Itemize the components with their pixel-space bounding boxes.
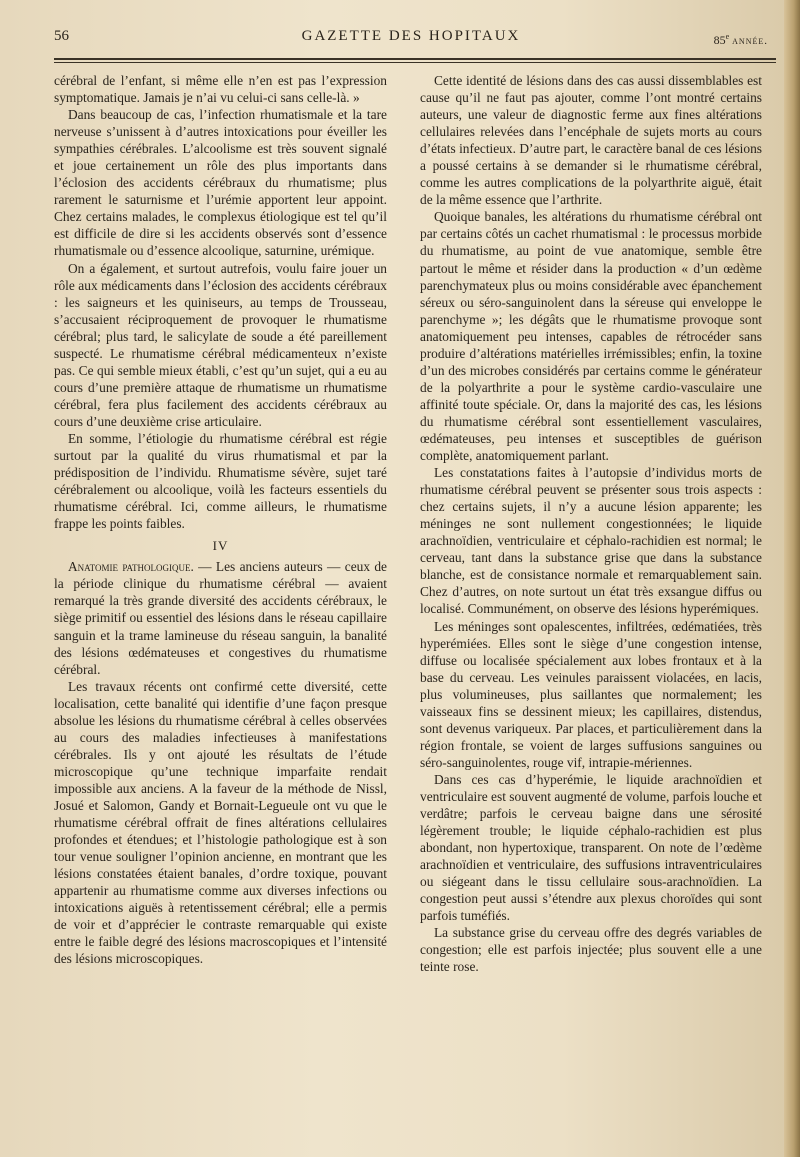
year-word: année. — [732, 35, 768, 47]
left-paragraph-4: En somme, l’étiologie du rhumatisme cérébral est régie surtout par la qualité du virus rhumatismal et par la prédisposition de l’individu. Rhumatisme sévère, sujet taré cérébralement ou alcoolique, voilà les facteurs essentiels du rhumatisme cérébral. Ici, comme ailleurs, le rhumatisme frappe les points faibles. — [54, 430, 387, 532]
header-rule-thin — [54, 62, 776, 63]
right-paragraph-2: Quoique banales, les altérations du rhumatisme cérébral ont par certains côtés un cachet rhumatismal : le processus morbide du rhumatisme, au point de vue anatomique, semble être partout le même et résider dans la production « d’un œdème parenchymateux plus ou moins considérable avec épanchement séreux ou séro-sanguinolent dans la séreuse qui enveloppe le parenchyme »; les dégâts que le rhumatisme provoque sont anatomiquement peu intenses, capables de rétrocéder sans produire d’altérations matérielles irrémissibles; enfin, la toxine d’un des microbes considérés par certains comme le générateur de la polyarthrite a pour le système cardio-vasculaire une affinité toute spéciale. Or, dans la majorité des cas, les lésions du rhumatisme cérébral sont essentiellement vasculaires, œdémateuses, peu intenses et susceptibles de guérison complète, anatomiquement parlant. — [420, 209, 762, 464]
section-number: IV — [212, 538, 229, 554]
year-suffix: e — [725, 32, 730, 41]
section-intro-text: — Les anciens auteurs — ceux de la période clinique du rhumatisme cérébral — avaient remarqué la très grande diversité des accidents cérébraux, le siège primitif ou essentiel des lésions dans le réseau capillaire sanguin et la trame lamineuse du réseau sanguin, la banalité des lésions œdémateuses et congestives du rhumatisme cérébral. — [54, 559, 387, 677]
right-paragraph-3: Les constatations faites à l’autopsie d’individus morts de rhumatisme cérébral peuvent se présenter sous trois aspects : chez certains sujets, il n’y a aucune lésion apparente; les méninges ne sont nullement congestionnées; le liquide arachnoïdien, ventriculaire et céphalo-rachidien est normal; le cerveau, tant dans la substance grise que dans la substance blanche, est de consistance normale et remarquablement sain. Chez d’autres, on note surtout un état très exsangue diffus ou localisé. Communément, on observe des lésions hyperémiques. — [420, 465, 762, 617]
page-header — [54, 28, 768, 50]
section-title: Anatomie pathologique. — [68, 559, 194, 575]
page-edge-shadow — [784, 0, 800, 1157]
left-column — [54, 72, 387, 967]
right-paragraph-1: Cette identité de lésions dans des cas aussi dissemblables est cause qu’il ne faut pas ajouter, comme l’ont montré certains auteurs, une valeur de diagnostic ferme aux fines altérations cellulaires relevées dans l’encéphale de sujets morts au cours d’états infectieux. D’autre part, le caractère banal de ces lésions a poussé certains à se demander si le rhumatisme cérébral, comme les autres complications de la polyarthrite aiguë, était de la même essence que l’arthrite. — [420, 73, 762, 208]
right-column — [420, 72, 762, 975]
page-number: 56 — [54, 28, 69, 44]
year-label — [714, 32, 768, 48]
year-number: 85 — [713, 33, 726, 47]
left-paragraph-3: On a également, et surtout autrefois, voulu faire jouer un rôle aux médicaments dans l’éclosion des accidents cérébraux : les saigneurs et les quiniseurs, au temps de Trousseau, s’accusaient réciproquement de provoquer le rhumatisme cérébral; plus tard, le salicylate de soude a été pareillement suspecté. Le rhumatisme cérébral médicamenteux n’existe pas. Ce qui semble mieux établi, c’est qu’un sujet, qui a eu au cours d’une première attaque de rhumatisme un rhumatisme cérébral, fera plus facilement des accidents cérébraux au cours d’une deuxième crise articulaire. — [54, 260, 387, 429]
journal-title: GAZETTE DES HOPITAUX — [301, 28, 521, 44]
section-intro-paragraph — [54, 558, 387, 677]
right-paragraph-4: Les méninges sont opalescentes, infiltrées, œdématiées, très hyperémiées. Elles sont le siège d’une congestion intense, diffuse ou localisée spécialement aux lobes frontaux et à la base du cerveau. Les veinules paraissent violacées, en lacis, plus volumineuses, plus saillantes que normalement; les vaisseaux fins se dessinent mieux; les capillaires, distendus, sont devenus variqueux. Par places, et particulièrement dans la région frontale, se voient de larges suffusions sanguines ou séro-sanguinolentes, rouge vif, intrapie-mériennes. — [420, 618, 762, 770]
right-paragraph-5: Dans ces cas d’hyperémie, le liquide arachnoïdien et ventriculaire est souvent augmenté de volume, parfois louche et verdâtre; parfois le cerveau baigne dans une sérosité légèrement trouble; le liquide céphalo-rachidien est plus abondant, non hypertoxique, transparent. On note de l’œdème arachnoïdien et ventriculaire, des suffusions intraventriculaires ou siégeant dans le tissu cellulaire sous-arachnoïdien. La congestion peut aussi s’étendre aux plexus choroïdes qui sont parfois tuméfiés. — [420, 771, 762, 924]
left-paragraph-6: Les travaux récents ont confirmé cette diversité, cette localisation, cette banalité qui identifie d’une façon presque absolue les lésions du rhumatisme cérébral à celles observées au cours des maladies infectieuses à manifestations cérébrales. Ils y ont ajouté les résultats de l’étude microscopique qu’une technique imparfaite rendait impossible aux anciens. A la faveur de la méthode de Nissl, Josué et Salomon, Gandy et Bornait-Legueule ont vu que le rhumatisme cérébral offrait de fines altérations cellulaires profondes et étendues; et l’histologie pathologique est à son tour venue souligner l’opinion ancienne, en montrant que les lésions constatées étaient banales, d’ordre toxique, pouvant appartenir au rhumatisme comme aux diverses infections ou intoxications aiguës à retentissement cérébral; elle a permis de voir et d’apprécier le contraste remarquable qui existe entre le faible degré des lésions macroscopiques et l’intensité des lésions microscopiques. — [54, 678, 387, 967]
header-rule-thick — [54, 58, 776, 60]
left-paragraph-1: cérébral de l’enfant, si même elle n’en est pas l’expression symptomatique. Jamais je n’ai vu celui-ci sans celle-là. » — [54, 73, 387, 106]
left-paragraph-2: Dans beaucoup de cas, l’infection rhumatismale et la tare nerveuse s’unissent à d’autres intoxications pour éveiller les sympathies cérébrales. L’alcoolisme est très souvent signalé et joue certainement un rôle des plus importants dans l’éclosion des accidents cérébraux du rhumatisme; plus rarement le saturnisme et l’urémie apportent leur appoint. Chez certains malades, le complexus étiologique est tel qu’il est difficile de dire si les accidents observés sont d’essence rhumatismale ou d’essence alcoolique, saturnine, urémique. — [54, 107, 387, 259]
right-paragraph-6: La substance grise du cerveau offre des degrés variables de congestion; elle est parfois injectée; plus souvent elle a une teinte rose. — [420, 925, 762, 975]
